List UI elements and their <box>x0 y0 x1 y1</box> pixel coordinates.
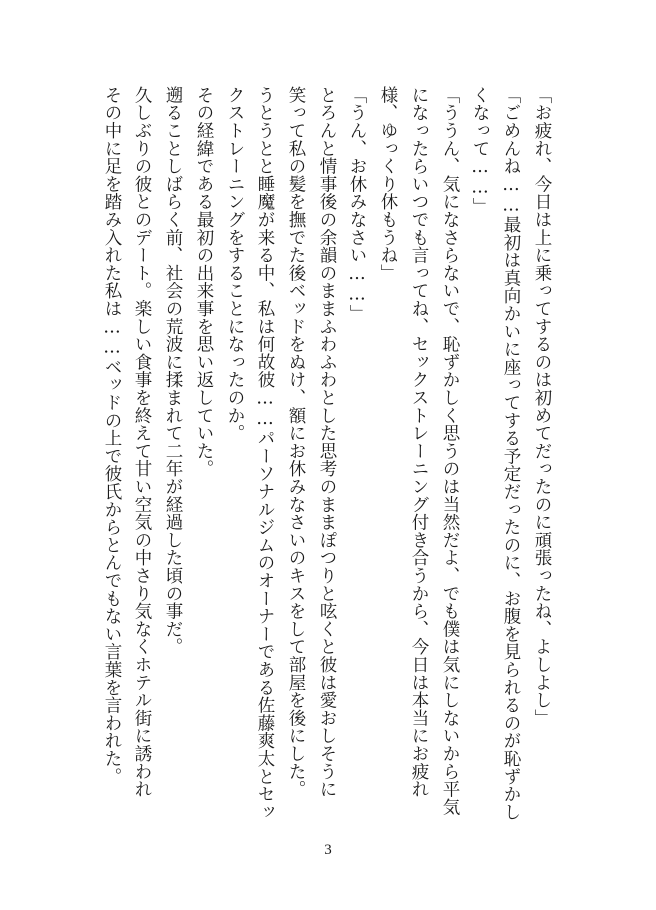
text-line: くなって……」 <box>470 86 490 216</box>
text-line: 「ごめんね……最初は真向かいに座ってする予定だったのに、お腹を見られるのが恥ずかし <box>501 86 521 821</box>
page-number: 3 <box>324 842 332 858</box>
text-line: 久しぶりの彼とのデート。楽しい食事を終えて甘い空気の中さり気なくホテル街に誘われ <box>132 86 152 798</box>
text-line: 遡ることしばらく前、社会の荒波に揉まれて二年が経過した頃の事だ。 <box>163 86 183 656</box>
text-line: 「うん、お休みなさい……」 <box>347 86 367 323</box>
text-line: 笑って私の髪を撫でた後ベッドをぬけ、額にお休みなさいのキスをして部屋を後にした。 <box>286 86 306 798</box>
text-line: その中に足を踏み入れた私は……ベッドの上で彼氏からとんでもない言葉を言われた。 <box>102 86 122 786</box>
text-line: クストレーニングをすることになったのか。 <box>225 86 245 442</box>
text-line: うとうとと睡魔が来る中、私は何故彼……パーソナルジムのオーナーである佐藤爽太とセッ <box>255 86 275 821</box>
text-line: 様、ゆっくり休もうね」 <box>378 86 398 282</box>
text-line: その経緯である最初の出来事を思い返していた。 <box>194 86 214 478</box>
text-line: とろんと情事後の余韻のままふわふわとした思考のままぽつりと呟くと彼は愛おしそうに <box>317 86 337 798</box>
text-line: 「ううん、気になさらないで、恥ずかしく思うのは当然だよ、でも僕は気にしないから平気 <box>440 86 460 816</box>
text-line: になったらいつでも言ってね、セックストレーニング付き合うから、今日は本当にお疲れ <box>409 86 429 798</box>
text-line: 「お疲れ、今日は上に乗ってするのは初めてだったのに頑張ったね、よしよし」 <box>532 86 552 727</box>
